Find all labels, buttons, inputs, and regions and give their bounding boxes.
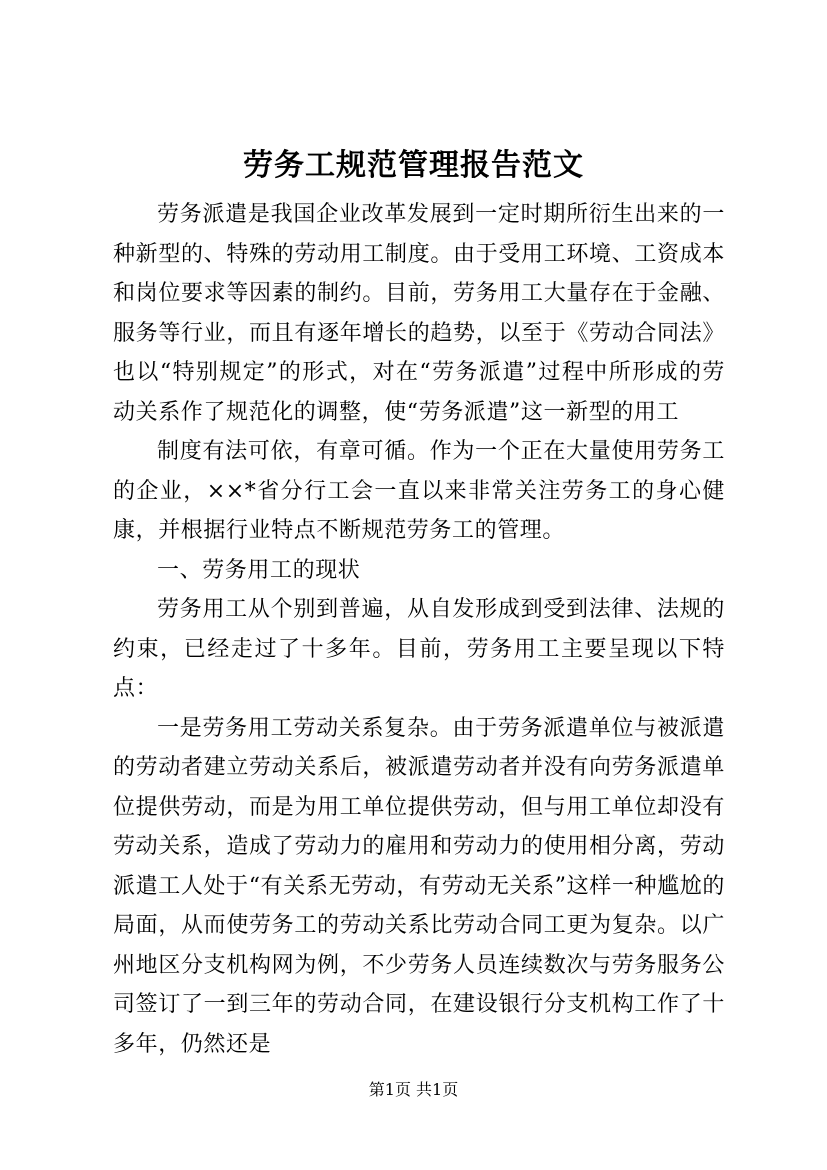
- section-heading: 一、劳务用工的现状: [157, 557, 361, 583]
- paragraph: 一是劳务用工劳动关系复杂。由于劳务派遣单位与被派遣的劳动者建立劳动关系后，被派遣劳动者并没有向劳务派遣单位提供劳动，而是为用工单位提供劳动，但与用工单位却没有劳动关系，造成了劳动力的雇用和劳动力的使用相分离，劳动派遣工人处于“有关系无劳动，有劳动无关系”这样一种尴尬的局面，从而使劳务工的劳动关系比劳动合同工更为复杂。以广州地区分支机构网为例，不少劳务人员连续数次与劳务服务公司签订了一到三年的劳动合同，在建设银行分支机构工作了十多年，仍然还是: [113, 715, 725, 1057]
- document-title: 劳务工规范管理报告范文: [243, 148, 584, 183]
- paragraph: 制度有法可依，有章可循。作为一个正在大量使用劳务工的企业，××*省分行工会一直以来非常关注劳务工的身心健康，并根据行业特点不断规范劳务工的管理。: [113, 439, 725, 543]
- page-footer: 第1页 共1页: [368, 1080, 459, 1099]
- document-body: [113, 195, 725, 1064]
- paragraph: 劳务派遣是我国企业改革发展到一定时期所衍生出来的一种新型的、特殊的劳动用工制度。由于受用工环境、工资成本和岗位要求等因素的制约。目前，劳务用工大量存在于金融、服务等行业，而且有逐年增长的趋势，以至于《劳动合同法》也以“特别规定”的形式，对在“劳务派遣”过程中所形成的劳动关系作了规范化的调整，使“劳务派遣”这一新型的用工: [113, 202, 725, 425]
- paragraph: 劳务用工从个别到普遍，从自发形成到受到法律、法规的约束，已经走过了十多年。目前，劳务用工主要呈现以下特点：: [113, 597, 725, 701]
